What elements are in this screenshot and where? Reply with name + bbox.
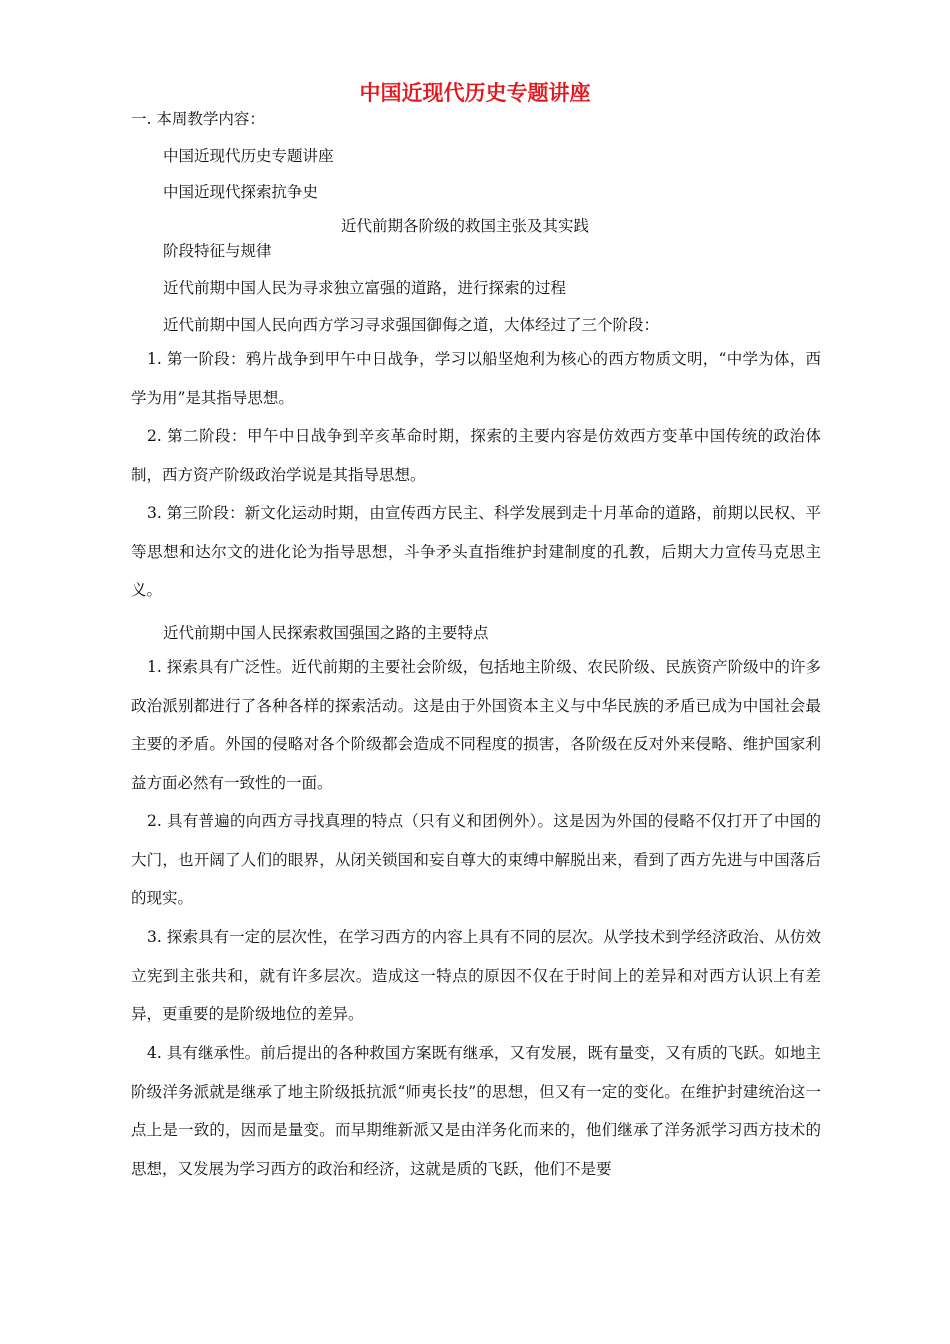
features-heading: 近代前期中国人民探索救国强国之路的主要特点 — [163, 624, 489, 642]
text-line: 近代前期中国人民向西方学习寻求强国御侮之道，大体经过了三个阶段： — [163, 316, 660, 334]
text-line: 近代前期中国人民为寻求独立富强的道路，进行探索的过程 — [163, 279, 567, 297]
document-title: 中国近现代历史专题讲座 — [359, 80, 591, 105]
section-heading: 一. 本周教学内容： — [131, 110, 265, 128]
feature-paragraph: 1. 探索具有广泛性。近代前期的主要社会阶级，包括地主阶级、农民阶级、民族资产阶级中的许多政治派别都进行了各种各样的探索活动。这是由于外国资本主义与中华民族的矛盾已成为中国社会最主要的矛盾。外国的侵略对各个阶级都会造成不同程度的损害，各阶级在反对外来侵略、维护国家利益方面必然有一致性的一面。 — [131, 658, 821, 792]
feature-paragraph: 2. 具有普遍的向西方寻找真理的特点（只有义和团例外）。这是因为外国的侵略不仅打开了中国的大门，也开阔了人们的眼界，从闭关锁国和妄自尊大的束缚中解脱出来，看到了西方先进与中国落后的现实。 — [131, 812, 822, 907]
text-line: 近代前期各阶级的救国主张及其实践 — [341, 217, 590, 235]
stage-paragraph: 1. 第一阶段：鸦片战争到甲午中日战争，学习以船坚炮利为核心的西方物质文明，“中学为体，西学为用”是其指导思想。 — [131, 350, 821, 407]
text-line: 阶段特征与规律 — [163, 242, 272, 260]
stage-paragraph: 2. 第二阶段：甲午中日战争到辛亥革命时期，探索的主要内容是仿效西方变革中国传统的政治体制，西方资产阶级政治学说是其指导思想。 — [131, 427, 821, 484]
feature-paragraph: 4. 具有继承性。前后提出的各种救国方案既有继承，又有发展，既有量变，又有质的飞跃。如地主阶级洋务派就是继承了地主阶级抵抗派“师夷长技”的思想，但又有一定的变化。在维护封建统治这一点上是一致的，因而是量变。而早期维新派又是由洋务化而来的，他们继承了洋务派学习西方技术的思想，又发展为学习西方的政治和经济，这就是质的飞跃，他们不是要 — [131, 1044, 821, 1178]
feature-paragraph: 3. 探索具有一定的层次性，在学习西方的内容上具有不同的层次。从学技术到学经济政治、从仿效立宪到主张共和，就有许多层次。造成这一特点的原因不仅在于时间上的差异和对西方认识上有差异，更重要的是阶级地位的差异。 — [131, 928, 821, 1023]
text-line: 中国近现代探索抗争史 — [163, 183, 319, 201]
stage-paragraph: 3. 第三阶段：新文化运动时期，由宣传西方民主、科学发展到走十月革命的道路，前期以民权、平等思想和达尔文的进化论为指导思想，斗争矛头直指维护封建制度的孔教，后期大力宣传马克思主义。 — [131, 504, 821, 599]
text-line: 中国近现代历史专题讲座 — [163, 147, 334, 165]
